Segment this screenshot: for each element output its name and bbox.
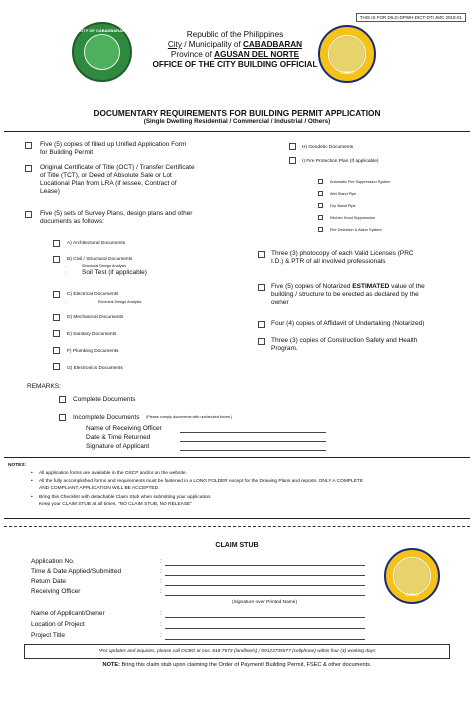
req-estimated-value-l2: building / structure to be erected as declared by the (271, 291, 419, 298)
note-item-2-cont: AND COMPLIANT APPLICATION WILL BE ACCEPTED. (39, 486, 160, 491)
req-estimated-value-l3: owner (271, 299, 289, 306)
stub-return-date-line[interactable] (165, 585, 365, 586)
field-receiving-officer-label: Name of Receiving Officer (86, 425, 162, 432)
city-seal-logo (72, 22, 132, 82)
field-receiving-officer-line[interactable] (180, 432, 326, 433)
field-signature-line[interactable] (180, 450, 326, 451)
stub-top-divider (4, 518, 470, 519)
field-date-returned-label: Date & Time Returned (86, 434, 151, 441)
stub-applicant-line[interactable] (165, 617, 365, 618)
ocbo-seal-text: OCBO (340, 70, 354, 75)
claim-stub-title: CLAIM STUB (215, 542, 259, 549)
stub-location-label: Location of Project (31, 621, 85, 628)
sub-civil: B) Civil / Structural Documents (67, 257, 133, 262)
stub-applicant-label: Name of Applicant/Owner (31, 610, 105, 617)
checkbox-complete[interactable] (59, 396, 66, 403)
checkbox-title[interactable] (25, 165, 32, 172)
sub-structural-analysis: Structural Design Analysis (82, 264, 127, 268)
bullet-dash: - (65, 271, 67, 275)
header-city-word: City (167, 40, 182, 49)
checkbox-fire-alarm[interactable] (318, 227, 323, 232)
header-city-line (140, 40, 330, 50)
checkbox-survey-plans[interactable] (25, 211, 32, 218)
stub-time-date-label: Time & Date Applied/Submitted (31, 568, 122, 575)
stub-note-text: Bring this claim stub upon claiming the Order of Payment/ Building Permit, FSEC & other documents. (119, 662, 372, 668)
city-seal-text: CITY OF CABADBARAN (79, 28, 125, 33)
req-safety-program-l2: Program. (271, 345, 298, 352)
checkbox-application-form[interactable] (25, 142, 32, 149)
checkbox-mechanical[interactable] (53, 314, 60, 321)
sub-plumbing: F) Plumbing Documents (67, 349, 119, 354)
cut-line (4, 526, 470, 527)
checkbox-electrical[interactable] (53, 291, 60, 298)
note-bullet: • (31, 495, 33, 500)
stub-return-date-label: Return Date (31, 578, 67, 585)
page-title: DOCUMENTARY REQUIREMENTS FOR BUILDING PERMIT APPLICATION (93, 108, 381, 118)
req-title-l1: Original Certificate of Title (OCT) / Transfer Certificate (40, 164, 195, 171)
sub-electrical: C) Electrical Documents (67, 292, 119, 297)
remarks-label: REMARKS: (27, 383, 61, 390)
stub-receiving-officer-line[interactable] (165, 595, 365, 596)
checkbox-kitchen-hood[interactable] (318, 215, 323, 220)
req-licenses-l2: I.D.) & PTR of all involved professionals (271, 258, 386, 265)
req-title-l4: Lease) (40, 188, 60, 195)
field-date-returned-line[interactable] (180, 441, 326, 442)
checkbox-estimated-value[interactable] (258, 284, 265, 291)
stub-inquiry-text: *For updates and inquiries, please call OCBO at nos. 818-7673 (landline/s) / 09123735577 (cellphone) within four (4) working days (98, 649, 376, 654)
checkbox-electronics[interactable] (53, 363, 60, 370)
checkbox-affidavit[interactable] (258, 321, 265, 328)
checkbox-plumbing[interactable] (53, 347, 60, 354)
sub-electrical-analysis: Electrical Design Analysis (98, 300, 142, 304)
req-survey-plans-l2: documents as follows: (40, 218, 104, 225)
checkbox-safety-program[interactable] (258, 338, 265, 345)
stub-receiving-officer-label: Receiving Officer (31, 588, 81, 595)
sub-electronics: G) Electronics Documents (67, 366, 123, 371)
stub-signature-note: (Signature over Printed Name) (232, 600, 298, 605)
header-municipality-text: / Municipality of (181, 40, 243, 49)
colon: : (160, 610, 162, 617)
header-province-text: Province of (170, 50, 215, 59)
stub-time-date-line[interactable] (165, 575, 365, 576)
stub-inquiry-box (24, 644, 450, 659)
checkbox-civil[interactable] (53, 256, 60, 263)
field-signature-label: Signature of Applicant (86, 443, 150, 450)
colon: : (160, 632, 162, 639)
stub-application-no-label: Application No. (31, 558, 75, 565)
remarks-complete: Complete Documents (73, 396, 136, 403)
notes-divider (4, 457, 470, 458)
req-affidavit: Four (4) copies of Affidavit of Undertaking (Notarized) (271, 320, 425, 327)
note-bullet: • (31, 471, 33, 476)
header-province-name: AGUSAN DEL NORTE (214, 50, 300, 59)
fire-item-suppression: Automatic Fire Suppression System (330, 180, 391, 184)
note-item-3: Bring this Checklist with detachable Claim Stub when submitting your application. (39, 495, 212, 500)
note-item-3-cont: Keep your CLAIM STUB at all times, "NO CLAIM STUB, NO RELEASE" (39, 502, 192, 507)
stub-project-title-label: Project Title (31, 632, 65, 639)
checkbox-architectural[interactable] (53, 240, 60, 247)
ocbo-stamp-logo (384, 548, 440, 604)
req-title-l2: of Title (TCT), or Deed of Absolute Sale or Lot (40, 172, 172, 179)
stub-application-no-line[interactable] (165, 565, 365, 566)
req-estimated-bold: ESTIMATED (352, 283, 390, 290)
remarks-incomplete: Incomplete Documents (73, 414, 140, 421)
req-estimated-pre: Five (5) copies of Notarized (271, 283, 353, 290)
ocbo-stamp-text: OCBO (405, 592, 419, 597)
stub-note (0, 662, 474, 668)
note-bullet: • (31, 479, 33, 484)
fire-item-wet-pipe: Wet Stand Pipe (330, 192, 357, 196)
sub-sanitary: E) Sanitary Documents (67, 332, 117, 337)
stub-note-label: NOTE: (102, 662, 120, 668)
bullet-dash: - (65, 264, 67, 268)
sub-architectural: A) Architectural Documents (67, 241, 126, 246)
req-title-l3: Locational Plan from LRA (if lessee, Contract of (40, 180, 177, 187)
checkbox-dry-stand-pipe[interactable] (318, 203, 323, 208)
checkbox-fire-protection[interactable] (289, 157, 296, 164)
header-republic: Republic of the Philippines (186, 30, 284, 39)
colon: : (160, 621, 162, 628)
req-licenses-l1: Three (3) photocopy of each Valid Licenses (PRC (271, 250, 414, 257)
checkbox-incomplete[interactable] (59, 414, 66, 421)
req-estimated-post: value of the (389, 283, 425, 290)
req-safety-program-l1: Three (3) copies of Construction Safety and Health (271, 337, 418, 344)
document-code: THIS IS FOR DILG-DPWH-DICT-DTI JMC 2018-01 (356, 13, 466, 22)
checkbox-geodetic[interactable] (289, 143, 296, 150)
title-divider (4, 131, 470, 132)
sub-soil-test: Soil Test (if applicable) (82, 269, 147, 276)
note-item-2: All the fully accomplished forms and requirements must be fastened in a LONG FOLDER except for the Drawing Plans and reports. ONLY A COMPLETE (39, 479, 364, 484)
req-survey-plans-l1: Five (5) sets of Survey Plans, design plans and other (40, 210, 193, 217)
colon: : (160, 578, 162, 585)
stub-project-title-line[interactable] (165, 639, 365, 640)
header-city-name: CABADBARAN (242, 40, 303, 49)
checkbox-sanitary[interactable] (53, 330, 60, 337)
header-office-name: OFFICE OF THE CITY BUILDING OFFICIAL (152, 60, 318, 69)
req-application-form-l2: for Building Permit (40, 149, 94, 156)
req-estimated-value-l1 (271, 283, 425, 291)
colon: : (160, 568, 162, 575)
colon: : (160, 558, 162, 565)
checkbox-fire-suppression[interactable] (318, 179, 323, 184)
header-province-line (140, 50, 330, 60)
remarks-incomplete-note: (Please comply documents with unchecked boxes.) (146, 415, 233, 419)
sub-mechanical: D) Mechanical Documents (67, 315, 124, 320)
req-application-form-l1: Five (5) copies of filled up Unified Application Form (40, 141, 187, 148)
sub-geodetic: H) Geodetic Documents (302, 145, 354, 150)
note-item-1: All application forms are available in the OSCP and/or on the website. (39, 471, 187, 476)
sub-fire-protection: I) Fire Protection Plan (If applicable) (302, 159, 379, 164)
colon: : (160, 588, 162, 595)
fire-item-dry-pipe: Dry Stand Pipe (330, 204, 356, 208)
page-subtitle: (Single Dwelling Residential / Commercial / Industrial / Others) (143, 118, 331, 125)
checkbox-wet-stand-pipe[interactable] (318, 191, 323, 196)
notes-label: NOTES: (8, 463, 27, 468)
fire-item-kitchen-hood: Kitchen Hood Suppression (330, 216, 375, 220)
checkbox-licenses[interactable] (258, 251, 265, 258)
fire-item-alarm: Fire Detection & Alarm System (330, 228, 382, 232)
bullet-dash: - (65, 300, 67, 304)
stub-location-line[interactable] (165, 628, 365, 629)
